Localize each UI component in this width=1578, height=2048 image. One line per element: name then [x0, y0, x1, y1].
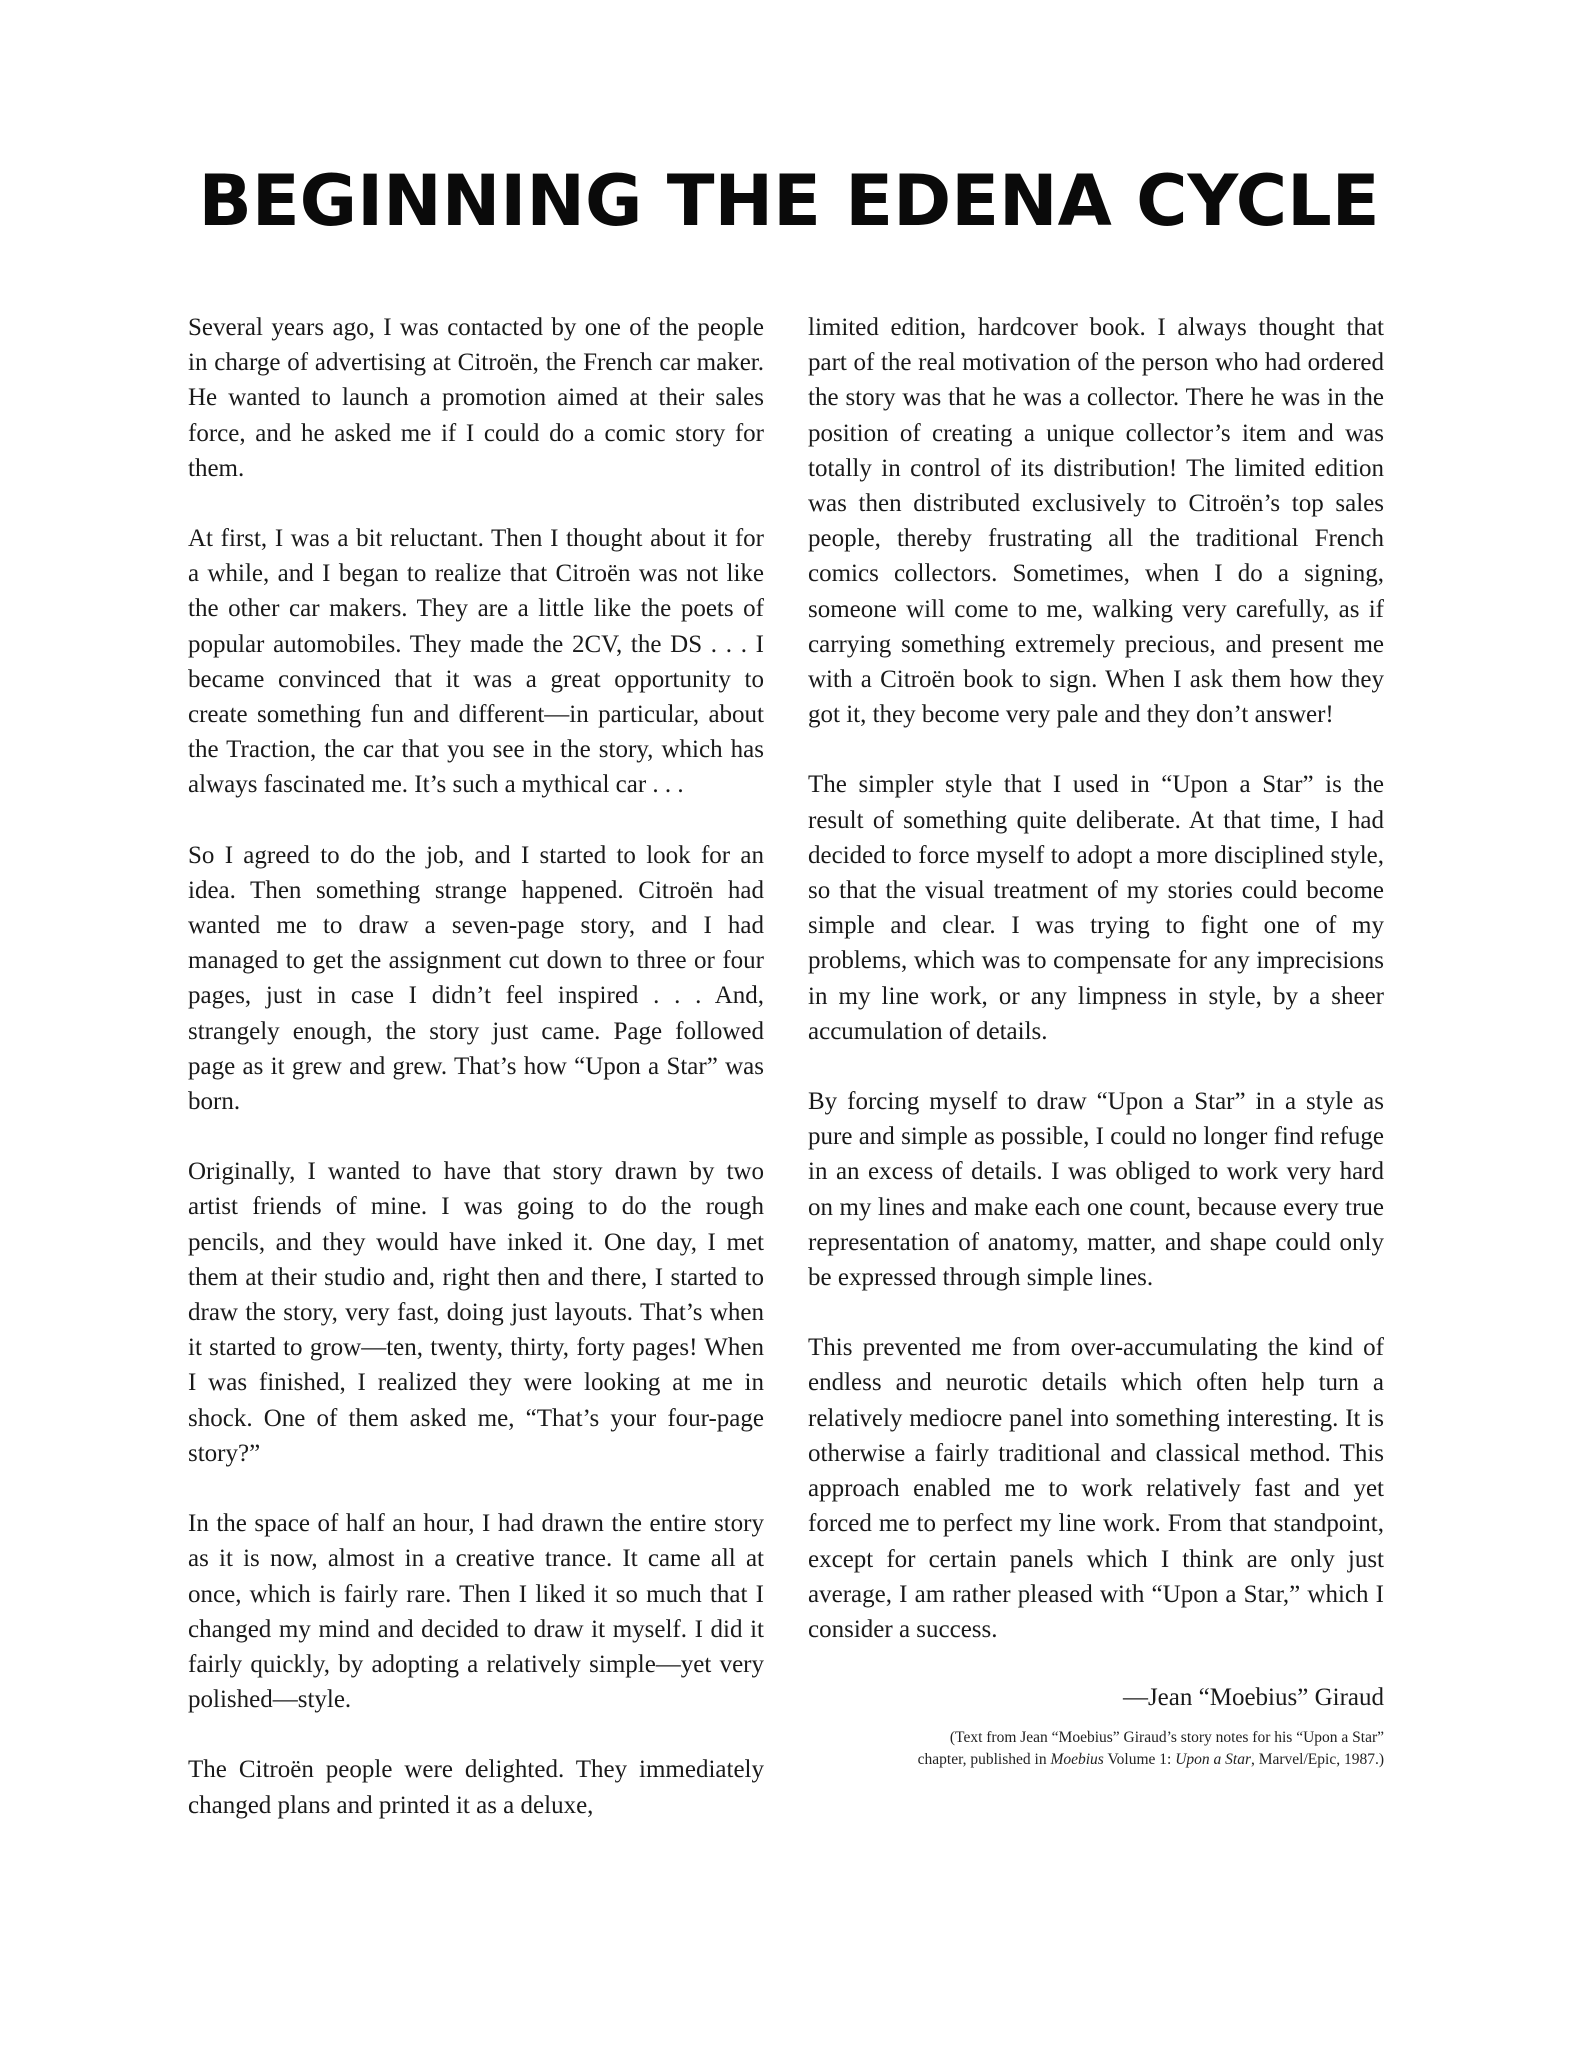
paragraph: By forcing myself to draw “Upon a Star” in a style as pure and simple as possible, I could no longer find refuge in an excess of details. I was obliged to work very hard on my lines and make each one count, because every true representation of anatomy, matter, and shape could only be expressed through simple lines.	[808, 1088, 1384, 1292]
source-note-volume: Volume 1:	[1103, 1751, 1176, 1769]
left-column	[188, 310, 764, 1858]
paragraph: So I agreed to do the job, and I started to look for an idea. Then something strange happened. Citroën had wanted me to draw a seven-page story, and I had managed to get the assignment cut down to three or four pages, just in case I didn’t feel inspired . . . And, strangely enough, the story just came. Page followed page as it grew and grew. That’s how “Upon a Star” was born.	[188, 841, 764, 1116]
paragraph: In the space of half an hour, I had drawn the entire story as it is now, almost in a creative trance. It came all at once, which is fairly rare. Then I liked it so much that I changed my mind and decided to draw it myself. I did it fairly quickly, by adopting a relatively simple—yet very polished—style.	[188, 1510, 764, 1714]
source-note-prefix: chapter, published in	[917, 1751, 1051, 1769]
page-title: BEGINNING THE EDENA CYCLE	[198, 160, 1380, 242]
source-note-publisher: , Marvel/Epic, 1987.)	[1250, 1751, 1384, 1769]
paragraph: At first, I was a bit reluctant. Then I thought about it for a while, and I began to realize that Citroën was not like the other car makers. They are a little like the poets of popular automobiles. They made the 2CV, the DS . . . I became convinced that it was a great opportunity to create something fun and different—in particular, about the Traction, the car that you see in the story, which has always fascinated me. It’s such a mythical car . . .	[188, 525, 764, 799]
right-column	[808, 310, 1384, 1771]
source-note	[808, 1727, 1384, 1771]
paragraph: Several years ago, I was contacted by one of the people in charge of advertising at Citroën, the French car maker. He wanted to launch a promotion aimed at their sales force, and he asked me if I could do a comic story for them.	[188, 314, 764, 482]
paragraph: The simpler style that I used in “Upon a Star” is the result of something quite deliberate. At that time, I had decided to force myself to adopt a more disciplined style, so that the visual treatment of my stories could become simple and clear. I was trying to fight one of my problems, which was to compensate for any imprecisions in my line work, or any limpness in style, by a sheer accumulation of details.	[808, 771, 1384, 1045]
signature: —Jean “Moebius” Giraud	[1122, 1684, 1384, 1712]
paragraph: This prevented me from over-accumulating the kind of endless and neurotic details which often help turn a relatively mediocre panel into something interesting. It is otherwise a fairly traditional and classical method. This approach enabled me to work relatively fast and yet forced me to perfect my line work. From that standpoint, except for certain panels which I think are only just average, I am rather pleased with “Upon a Star,” which I consider a success.	[808, 1334, 1384, 1643]
source-note-volume-title: Upon a Star	[1175, 1751, 1251, 1769]
source-note-book-title: Moebius	[1050, 1751, 1104, 1769]
paragraph: The Citroën people were delighted. They immediately changed plans and printed it as a deluxe,	[188, 1756, 764, 1819]
paragraph: Originally, I wanted to have that story drawn by two artist friends of mine. I was going to do the rough pencils, and they would have inked it. One day, I met them at their studio and, right then and there, I started to draw the story, very fast, doing just layouts. That’s when it started to grow—ten, twenty, thirty, forty pages! When I was finished, I realized they were looking at me in shock. One of them asked me, “That’s your four-page story?”	[188, 1158, 764, 1467]
source-note-line1: (Text from Jean “Moebius” Giraud’s story notes for his “Upon a Star”	[949, 1729, 1384, 1747]
paragraph: limited edition, hardcover book. I always thought that part of the real motivation of the person who had ordered the story was that he was a collector. There he was in the position of creating a unique collector’s item and was totally in control of its distribution! The limited edition was then distributed exclusively to Citroën’s top sales people, thereby frustrating all the traditional French comics collectors. Sometimes, when I do a signing, someone will come to me, walking very carefully, as if carrying something extremely precious, and present me with a Citroën book to sign. When I ask them how they got it, they become very pale and they don’t answer!	[808, 314, 1384, 729]
